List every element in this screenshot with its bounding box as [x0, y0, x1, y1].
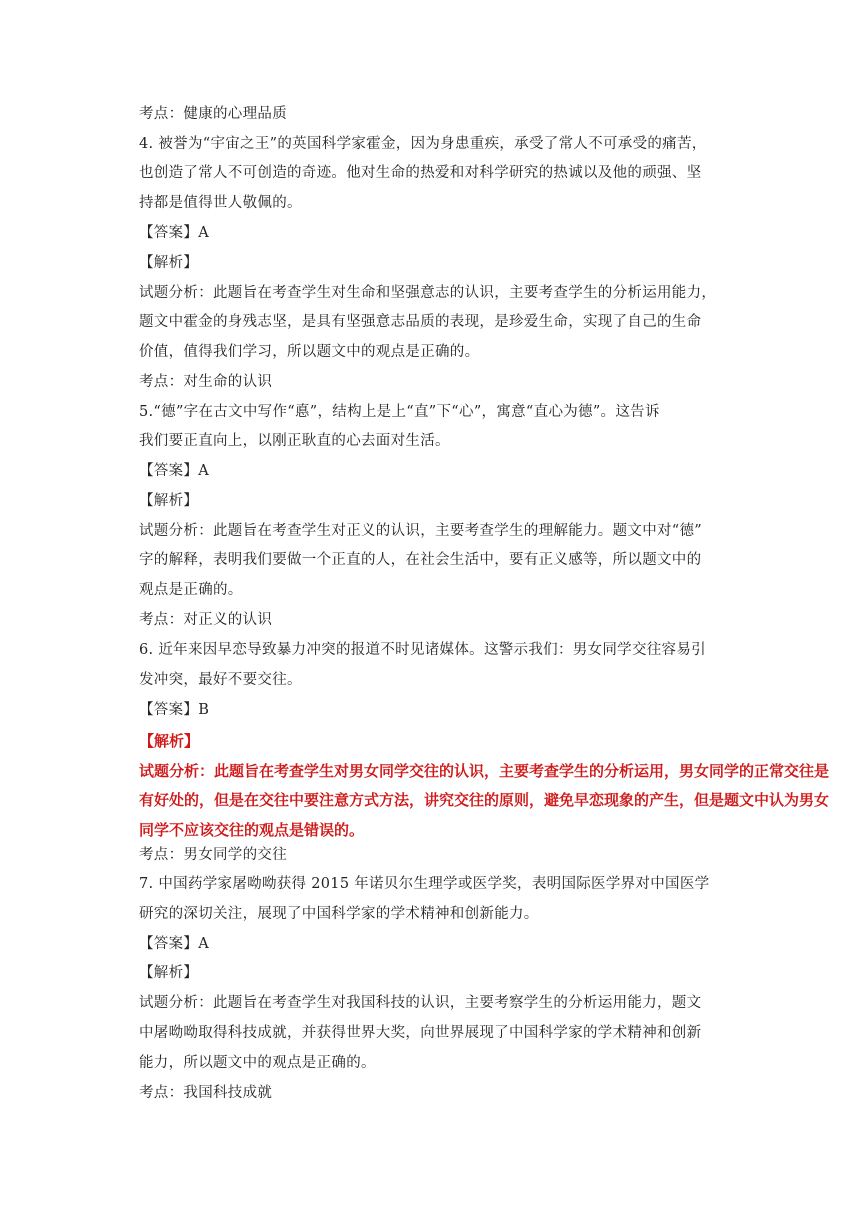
question-4-line-3: 持都是值得世人敬佩的。 — [139, 195, 302, 211]
analysis-line: 试题分析：此题旨在考查学生对正义的认识，主要考查学生的理解能力。题文中对“德” — [139, 523, 703, 539]
question-6-line-2: 发冲突，最好不要交往。 — [139, 672, 302, 688]
analysis-line-highlighted: 试题分析：此题旨在考查学生对男女同学交往的认识，主要考查学生的分析运用，男女同学的正常交往是 — [139, 762, 830, 780]
analysis-heading-highlighted: 【解析】 — [139, 732, 200, 750]
question-5-line-1: 5.“德”字在古文中写作“悳”，结构上是上“直”下“心”，寓意“直心为德”。这告诉 — [139, 404, 660, 420]
analysis-heading: 【解析】 — [139, 965, 199, 981]
analysis-heading: 【解析】 — [139, 493, 199, 509]
topic-line: 考点：我国科技成就 — [139, 1085, 273, 1101]
answer-line: 【答案】A — [139, 225, 209, 241]
analysis-line: 价值，值得我们学习，所以题文中的观点是正确的。 — [139, 344, 480, 360]
question-4-line-2: 也创造了常人不可创造的奇迹。他对生命的热爱和对科学研究的热诚以及他的顽强、坚 — [139, 165, 702, 181]
answer-line: 【答案】A — [139, 936, 209, 952]
analysis-line: 试题分析：此题旨在考查学生对生命和坚强意志的认识，主要考查学生的分析运用能力， — [139, 285, 717, 301]
question-6-line-1: 6. 近年来因早恋导致暴力冲突的报道不时见诸媒体。这警示我们：男女同学交往容易引 — [139, 642, 706, 658]
analysis-line: 字的解释，表明我们要做一个正直的人，在社会生活中，要有正义感等，所以题文中的 — [139, 552, 702, 568]
topic-line: 考点：对生命的认识 — [139, 374, 273, 390]
analysis-line-highlighted: 有好处的，但是在交往中要注意方式方法，讲究交往的原则，避免早恋现象的产生，但是题文中认为男女 — [139, 791, 830, 809]
answer-line: 【答案】B — [139, 702, 210, 718]
question-5-line-2: 我们要正直向上，以刚正耿直的心去面对生活。 — [139, 433, 450, 449]
topic-line: 考点：男女同学的交往 — [139, 847, 287, 863]
analysis-line: 能力，所以题文中的观点是正确的。 — [139, 1055, 376, 1071]
answer-line: 【答案】A — [139, 463, 209, 479]
analysis-line: 中屠呦呦取得科技成就，并获得世界大奖，向世界展现了中国科学家的学术精神和创新 — [139, 1025, 702, 1041]
analysis-line-highlighted: 同学不应该交往的观点是错误的。 — [139, 821, 365, 839]
topic-line: 考点：对正义的认识 — [139, 612, 273, 628]
analysis-line: 观点是正确的。 — [139, 582, 243, 598]
question-7-line-1: 7. 中国药学家屠呦呦获得 2015 年诺贝尔生理学或医学奖，表明国际医学界对中国医学 — [139, 876, 710, 892]
analysis-line: 试题分析：此题旨在考查学生对我国科技的认识，主要考察学生的分析运用能力，题文 — [139, 995, 702, 1011]
analysis-line: 题文中霍金的身残志坚，是具有坚强意志品质的表现，是珍爱生命，实现了自己的生命 — [139, 314, 702, 330]
analysis-heading: 【解析】 — [139, 255, 199, 271]
question-4-line-1: 4. 被誉为“宇宙之王”的英国科学家霍金，因为身患重疾，承受了常人不可承受的痛苦， — [139, 136, 707, 152]
question-7-line-2: 研究的深切关注，展现了中国科学家的学术精神和创新能力。 — [139, 906, 539, 922]
topic-line: 考点：健康的心理品质 — [139, 106, 287, 122]
